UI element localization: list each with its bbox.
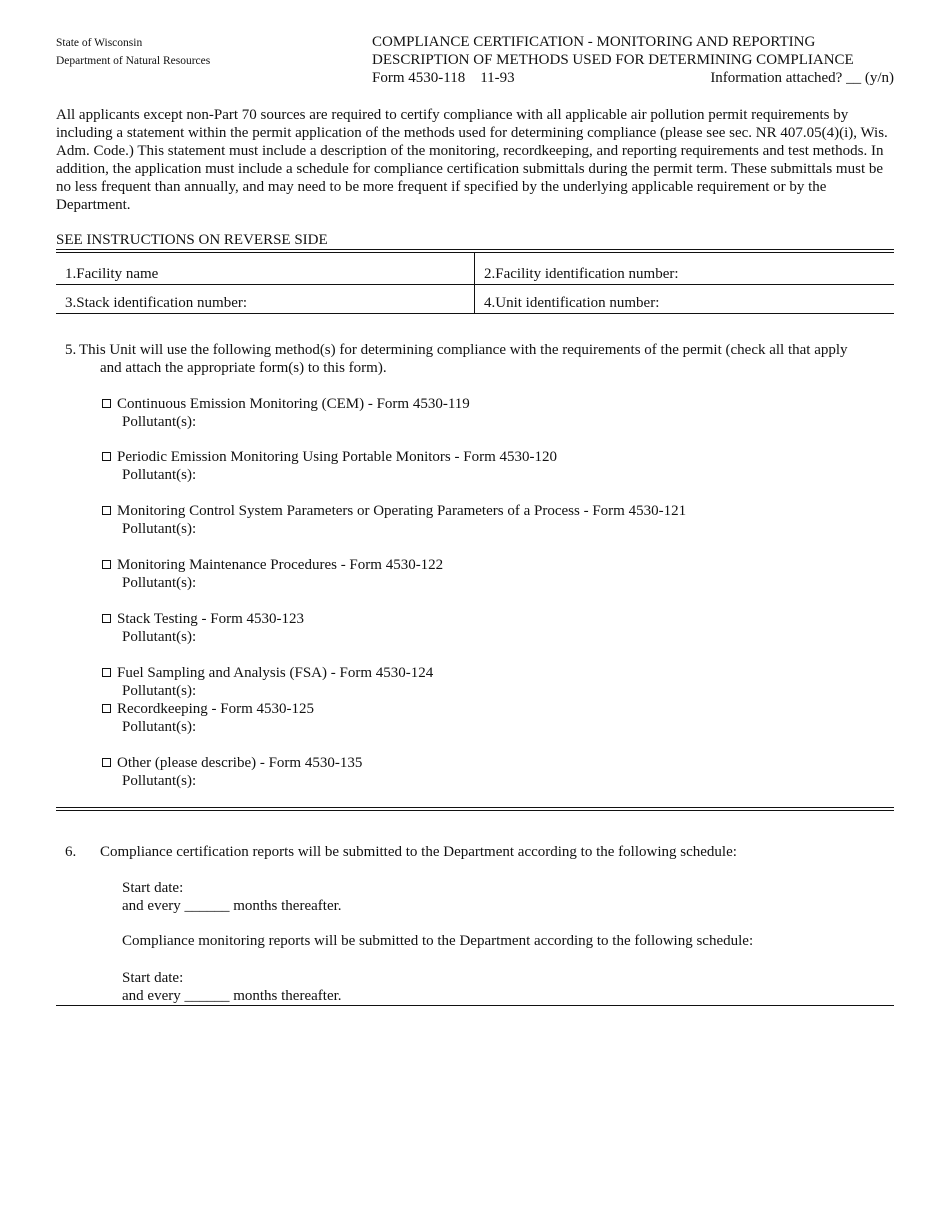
checkbox[interactable]	[102, 704, 111, 713]
section5-number: 5.	[65, 342, 77, 358]
section5-instruction-line2: and attach the appropriate form(s) to this form).	[100, 360, 387, 376]
certification-start-date-field[interactable]: Start date:	[122, 880, 184, 896]
stack-id-field[interactable]: 3.Stack identification number:	[65, 295, 248, 311]
checkbox[interactable]	[102, 506, 111, 515]
department-name: Department of Natural Resources	[56, 55, 211, 67]
method-recordkeeping[interactable]: Recordkeeping - Form 4530-125	[102, 701, 314, 718]
checkbox[interactable]	[102, 452, 111, 461]
certification-schedule-intro: Compliance certification reports will be submitted to the Department according to the following schedule:	[100, 844, 737, 860]
method-maintenance-procedures[interactable]: Monitoring Maintenance Procedures - Form 4530-122	[102, 557, 443, 574]
facility-id-field[interactable]: 2.Facility identification number:	[484, 266, 679, 282]
method-fuel-sampling[interactable]: Fuel Sampling and Analysis (FSA) - Form 4530-124	[102, 665, 433, 682]
monitoring-frequency-field[interactable]: and every ______ months thereafter.	[122, 988, 342, 1004]
checkbox[interactable]	[102, 614, 111, 623]
table-divider	[474, 252, 475, 314]
table-bottom-rule	[56, 313, 894, 314]
method-stack-testing[interactable]: Stack Testing - Form 4530-123	[102, 611, 304, 628]
section6-number: 6.	[65, 844, 77, 860]
stack-id-label: Stack identification number:	[76, 295, 248, 311]
section5-instruction-line1: This Unit will use the following method(s) for determining compliance with the requirements of the permit (check all that apply	[79, 342, 848, 358]
checkbox[interactable]	[102, 758, 111, 767]
checkbox[interactable]	[102, 399, 111, 408]
unit-id-label: Unit identification number:	[495, 295, 660, 311]
pollutant-field[interactable]: Pollutant(s):	[122, 629, 197, 645]
facility-name-field[interactable]: 1.Facility name	[65, 266, 159, 282]
state-name: State of Wisconsin	[56, 37, 143, 49]
unit-id-field[interactable]: 4.Unit identification number:	[484, 295, 660, 311]
form-title-line2: DESCRIPTION OF METHODS USED FOR DETERMINING COMPLIANCE	[372, 52, 854, 68]
monitoring-start-date-field[interactable]: Start date:	[122, 970, 184, 986]
facility-name-label: Facility name	[76, 266, 159, 282]
certification-frequency-field[interactable]: and every ______ months thereafter.	[122, 898, 342, 914]
table-top-rule-inner	[56, 252, 894, 253]
pollutant-field[interactable]: Pollutant(s):	[122, 773, 197, 789]
see-instructions: SEE INSTRUCTIONS ON REVERSE SIDE	[56, 232, 328, 248]
form-title-line1: COMPLIANCE CERTIFICATION - MONITORING AND REPORTING	[372, 34, 816, 50]
bottom-rule	[56, 1005, 894, 1006]
pollutant-field[interactable]: Pollutant(s):	[122, 719, 197, 735]
monitoring-schedule-intro: Compliance monitoring reports will be submitted to the Department according to the following schedule:	[122, 933, 754, 949]
checkbox[interactable]	[102, 560, 111, 569]
intro-paragraph: All applicants except non-Part 70 sources are required to certify compliance with all applicable air pollution permit requirements by including a statement within the permit application of the methods used for determining compliance (please see sec. NR 407.05(4)(i), Wis. Adm. Code.) This statement must include a description of the monitoring, recordkeeping, and reporting requirements and test methods. In addition, the application must include a schedule for compliance certification submittals during the permit term. These submittals must be no less frequent than annually, and may need to be more frequent if specified by the underlying applicable requirement or by the Department.	[56, 107, 888, 213]
section-separator-inner	[56, 810, 894, 811]
method-other[interactable]: Other (please describe) - Form 4530-135	[102, 755, 362, 772]
info-attached-field[interactable]: Information attached? __ (y/n)	[710, 70, 894, 86]
checkbox[interactable]	[102, 668, 111, 677]
table-top-rule	[56, 249, 894, 250]
table-mid-rule	[56, 284, 894, 285]
pollutant-field[interactable]: Pollutant(s):	[122, 414, 197, 430]
method-cem[interactable]: Continuous Emission Monitoring (CEM) - Form 4530-119	[102, 396, 470, 413]
form-number: Form 4530-118 11-93	[372, 70, 515, 86]
pollutant-field[interactable]: Pollutant(s):	[122, 521, 197, 537]
pollutant-field[interactable]: Pollutant(s):	[122, 683, 197, 699]
method-portable-monitors[interactable]: Periodic Emission Monitoring Using Portable Monitors - Form 4530-120	[102, 449, 557, 466]
facility-id-label: Facility identification number:	[495, 266, 679, 282]
pollutant-field[interactable]: Pollutant(s):	[122, 467, 197, 483]
section-separator	[56, 807, 894, 808]
pollutant-field[interactable]: Pollutant(s):	[122, 575, 197, 591]
method-control-system-parameters[interactable]: Monitoring Control System Parameters or Operating Parameters of a Process - Form 4530-121	[102, 503, 686, 520]
